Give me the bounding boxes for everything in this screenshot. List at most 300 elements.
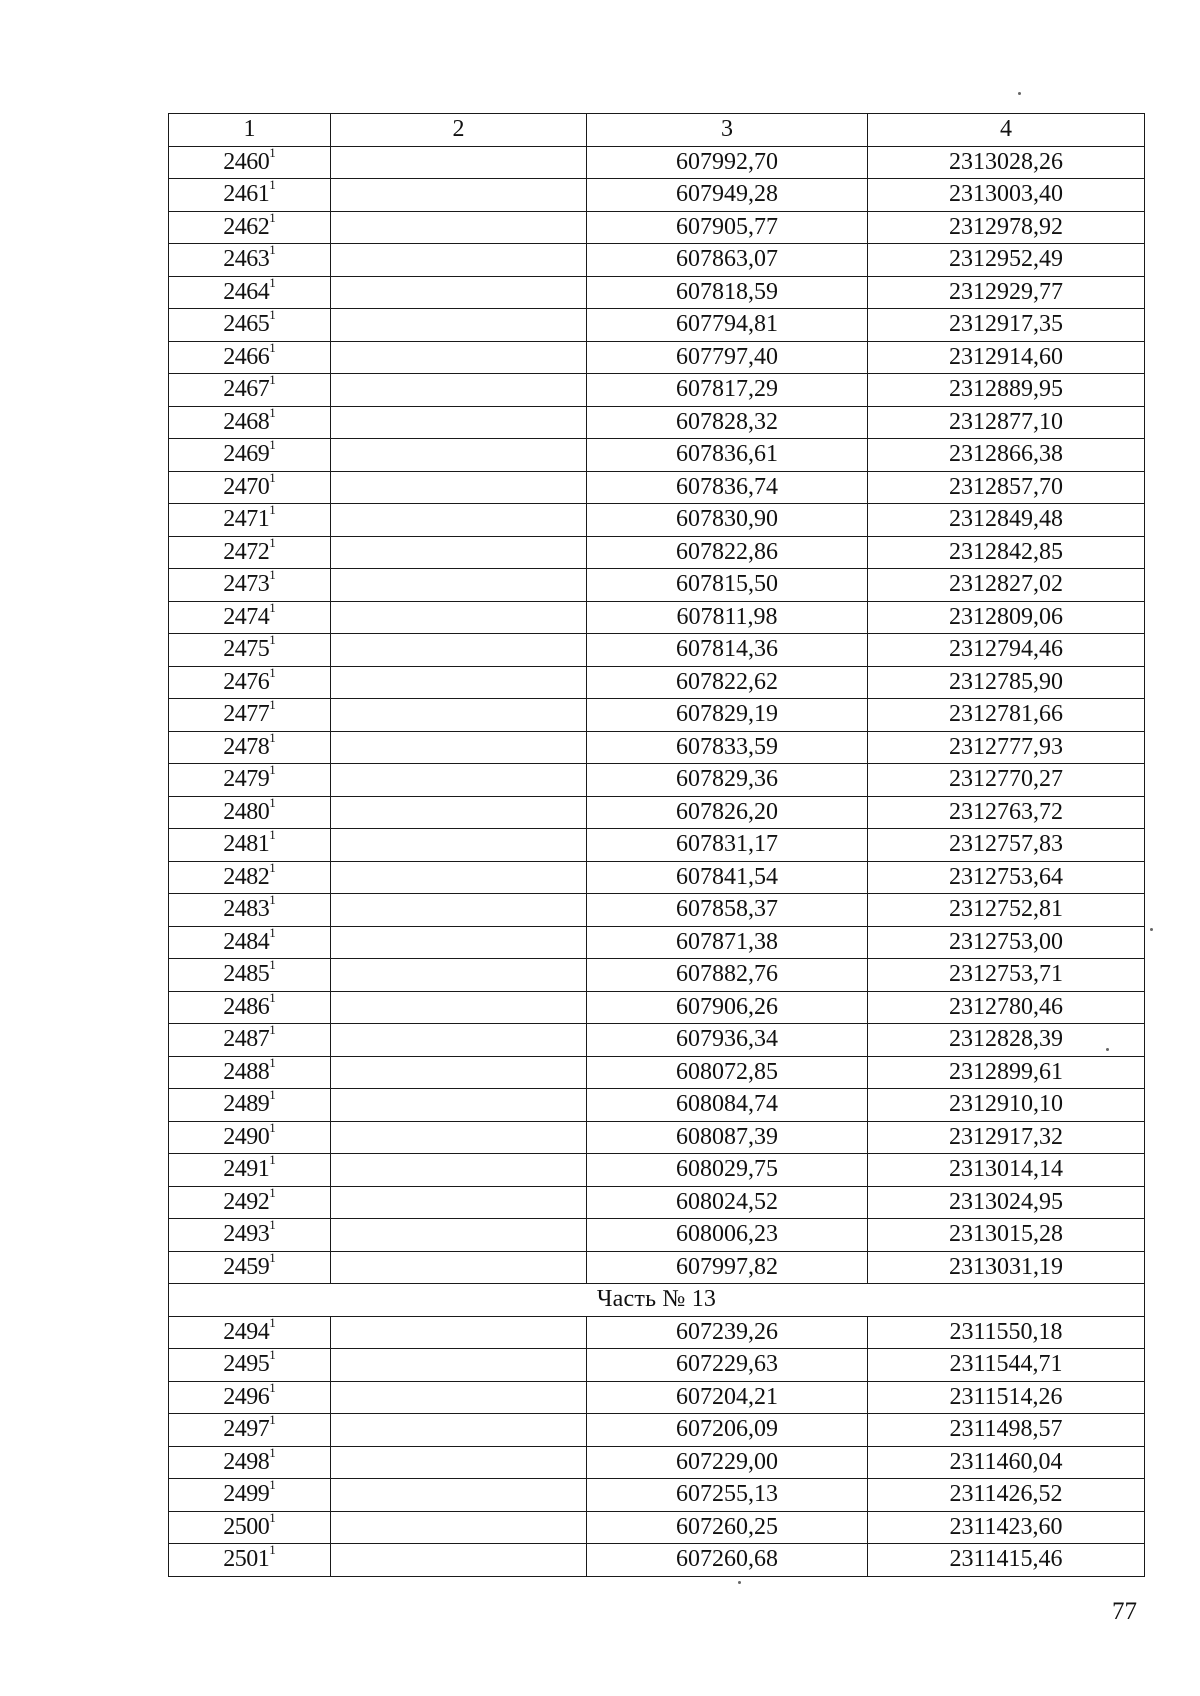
point-number: 2485 bbox=[223, 961, 270, 988]
y-coordinate-cell: 2312917,32 bbox=[868, 1121, 1145, 1154]
point-number: 2484 bbox=[223, 928, 270, 955]
col2-cell bbox=[331, 536, 587, 569]
col2-cell bbox=[331, 1349, 587, 1382]
point-number: 2469 bbox=[223, 441, 270, 468]
x-coordinate-cell: 607833,59 bbox=[587, 731, 868, 764]
x-coordinate-cell: 607229,63 bbox=[587, 1349, 868, 1382]
point-superscript: 1 bbox=[269, 763, 276, 778]
point-superscript: 1 bbox=[269, 1381, 276, 1395]
point-superscript: 1 bbox=[269, 1218, 276, 1233]
x-coordinate-cell: 607871,38 bbox=[587, 926, 868, 959]
col2-cell bbox=[331, 406, 587, 439]
y-coordinate-cell: 2311550,18 bbox=[868, 1316, 1145, 1349]
header-col-1: 1 bbox=[169, 114, 331, 147]
point-number: 2491 bbox=[223, 1156, 270, 1183]
point-number: 2479 bbox=[223, 766, 270, 793]
col2-cell bbox=[331, 1414, 587, 1447]
point-superscript: 1 bbox=[269, 926, 276, 940]
point-number-cell bbox=[169, 634, 331, 667]
x-coordinate-cell: 607828,32 bbox=[587, 406, 868, 439]
table-row bbox=[169, 796, 1145, 829]
point-superscript: 1 bbox=[269, 1446, 276, 1460]
table-row bbox=[169, 244, 1145, 277]
col2-cell bbox=[331, 276, 587, 309]
col2-cell bbox=[331, 1381, 587, 1414]
table-row bbox=[169, 1414, 1145, 1447]
point-number: 2490 bbox=[223, 1123, 270, 1150]
x-coordinate-cell: 607814,36 bbox=[587, 634, 868, 667]
col2-cell bbox=[331, 439, 587, 472]
table-header bbox=[169, 114, 1145, 147]
y-coordinate-cell: 2312770,27 bbox=[868, 764, 1145, 797]
y-coordinate-cell: 2313014,14 bbox=[868, 1154, 1145, 1187]
table-row bbox=[169, 634, 1145, 667]
point-superscript: 1 bbox=[269, 211, 276, 225]
point-superscript: 1 bbox=[269, 438, 276, 453]
col2-cell bbox=[331, 341, 587, 374]
x-coordinate-cell: 607817,29 bbox=[587, 374, 868, 407]
col2-cell bbox=[331, 829, 587, 862]
point-superscript: 1 bbox=[269, 1413, 276, 1428]
x-coordinate-cell: 607882,76 bbox=[587, 959, 868, 992]
point-superscript: 1 bbox=[269, 308, 276, 323]
point-number: 2499 bbox=[223, 1481, 270, 1508]
x-coordinate-cell: 608087,39 bbox=[587, 1121, 868, 1154]
y-coordinate-cell: 2312910,10 bbox=[868, 1089, 1145, 1122]
x-coordinate-cell: 607836,74 bbox=[587, 471, 868, 504]
table-row bbox=[169, 894, 1145, 927]
table-row bbox=[169, 699, 1145, 732]
point-number: 2475 bbox=[223, 636, 270, 663]
x-coordinate-cell: 607831,17 bbox=[587, 829, 868, 862]
point-superscript: 1 bbox=[269, 1056, 276, 1070]
y-coordinate-cell: 2313003,40 bbox=[868, 179, 1145, 212]
y-coordinate-cell: 2311544,71 bbox=[868, 1349, 1145, 1382]
col2-cell bbox=[331, 1219, 587, 1252]
y-coordinate-cell: 2311415,46 bbox=[868, 1544, 1145, 1577]
y-coordinate-cell: 2312757,83 bbox=[868, 829, 1145, 862]
col2-cell bbox=[331, 179, 587, 212]
point-number-cell bbox=[169, 1251, 331, 1284]
y-coordinate-cell: 2312849,48 bbox=[868, 504, 1145, 537]
table-row bbox=[169, 1219, 1145, 1252]
point-number-cell bbox=[169, 861, 331, 894]
point-number-cell bbox=[169, 926, 331, 959]
point-superscript: 1 bbox=[269, 373, 276, 388]
x-coordinate-cell: 607841,54 bbox=[587, 861, 868, 894]
point-superscript: 1 bbox=[269, 1121, 276, 1135]
x-coordinate-cell: 607818,59 bbox=[587, 276, 868, 309]
point-number-cell bbox=[169, 959, 331, 992]
point-number-cell bbox=[169, 1121, 331, 1154]
point-superscript: 1 bbox=[269, 471, 276, 485]
table-row bbox=[169, 926, 1145, 959]
point-number-cell bbox=[169, 1316, 331, 1349]
x-coordinate-cell: 607204,21 bbox=[587, 1381, 868, 1414]
point-number: 2468 bbox=[223, 408, 270, 435]
point-superscript: 1 bbox=[269, 1023, 276, 1038]
point-number-cell bbox=[169, 1349, 331, 1382]
y-coordinate-cell: 2313024,95 bbox=[868, 1186, 1145, 1219]
point-number: 2477 bbox=[223, 701, 270, 728]
x-coordinate-cell: 607905,77 bbox=[587, 211, 868, 244]
table-row bbox=[169, 146, 1145, 179]
point-number: 2459 bbox=[223, 1253, 270, 1280]
scan-speck bbox=[1106, 1048, 1109, 1051]
header-col-2: 2 bbox=[331, 114, 587, 147]
section-divider bbox=[169, 1284, 1145, 1317]
x-coordinate-cell: 607829,19 bbox=[587, 699, 868, 732]
table-row bbox=[169, 1056, 1145, 1089]
col2-cell bbox=[331, 309, 587, 342]
point-superscript: 1 bbox=[269, 406, 276, 420]
col2-cell bbox=[331, 1154, 587, 1187]
y-coordinate-cell: 2312978,92 bbox=[868, 211, 1145, 244]
y-coordinate-cell: 2312752,81 bbox=[868, 894, 1145, 927]
y-coordinate-cell: 2312866,38 bbox=[868, 439, 1145, 472]
point-number: 2488 bbox=[223, 1058, 270, 1085]
point-number-cell bbox=[169, 569, 331, 602]
point-number-cell bbox=[169, 244, 331, 277]
point-number: 2501 bbox=[223, 1546, 270, 1573]
point-number-cell bbox=[169, 1479, 331, 1512]
y-coordinate-cell: 2312914,60 bbox=[868, 341, 1145, 374]
y-coordinate-cell: 2312842,85 bbox=[868, 536, 1145, 569]
x-coordinate-cell: 608006,23 bbox=[587, 1219, 868, 1252]
table-row bbox=[169, 829, 1145, 862]
col2-cell bbox=[331, 471, 587, 504]
y-coordinate-cell: 2312753,71 bbox=[868, 959, 1145, 992]
point-number: 2500 bbox=[223, 1513, 270, 1540]
point-superscript: 1 bbox=[269, 536, 276, 550]
table-row bbox=[169, 374, 1145, 407]
table-row bbox=[169, 1479, 1145, 1512]
point-number: 2472 bbox=[223, 538, 270, 565]
point-number: 2483 bbox=[223, 896, 270, 923]
table-row bbox=[169, 1154, 1145, 1187]
point-number-cell bbox=[169, 1056, 331, 1089]
col2-cell bbox=[331, 211, 587, 244]
table-row bbox=[169, 1511, 1145, 1544]
y-coordinate-cell: 2312780,46 bbox=[868, 991, 1145, 1024]
table-row bbox=[169, 1446, 1145, 1479]
scan-speck bbox=[1018, 92, 1021, 95]
col2-cell bbox=[331, 1251, 587, 1284]
col2-cell bbox=[331, 699, 587, 732]
point-number: 2473 bbox=[223, 571, 270, 598]
point-number-cell bbox=[169, 1414, 331, 1447]
x-coordinate-cell: 607229,00 bbox=[587, 1446, 868, 1479]
table-row bbox=[169, 211, 1145, 244]
table-body-part-b bbox=[169, 1316, 1145, 1576]
point-number-cell bbox=[169, 894, 331, 927]
table-row bbox=[169, 309, 1145, 342]
x-coordinate-cell: 607830,90 bbox=[587, 504, 868, 537]
point-number-cell bbox=[169, 796, 331, 829]
y-coordinate-cell: 2312899,61 bbox=[868, 1056, 1145, 1089]
scan-speck bbox=[738, 1581, 741, 1584]
point-number: 2467 bbox=[223, 376, 270, 403]
point-superscript: 1 bbox=[269, 178, 276, 193]
col2-cell bbox=[331, 1024, 587, 1057]
table-row bbox=[169, 1316, 1145, 1349]
col2-cell bbox=[331, 1186, 587, 1219]
table-row bbox=[169, 731, 1145, 764]
table-row bbox=[169, 1381, 1145, 1414]
point-number: 2463 bbox=[223, 246, 270, 273]
table-row bbox=[169, 1089, 1145, 1122]
table-row bbox=[169, 1349, 1145, 1382]
table-row bbox=[169, 504, 1145, 537]
y-coordinate-cell: 2312828,39 bbox=[868, 1024, 1145, 1057]
point-number: 2466 bbox=[223, 343, 270, 370]
point-superscript: 1 bbox=[269, 1478, 276, 1493]
col2-cell bbox=[331, 1089, 587, 1122]
col2-cell bbox=[331, 634, 587, 667]
point-number-cell bbox=[169, 309, 331, 342]
col2-cell bbox=[331, 926, 587, 959]
point-superscript: 1 bbox=[269, 1186, 276, 1200]
y-coordinate-cell: 2311498,57 bbox=[868, 1414, 1145, 1447]
table-row bbox=[169, 341, 1145, 374]
x-coordinate-cell: 607997,82 bbox=[587, 1251, 868, 1284]
section-row bbox=[169, 1284, 1145, 1317]
y-coordinate-cell: 2312917,35 bbox=[868, 309, 1145, 342]
point-number-cell bbox=[169, 991, 331, 1024]
table-row bbox=[169, 439, 1145, 472]
y-coordinate-cell: 2312781,66 bbox=[868, 699, 1145, 732]
point-number: 2461 bbox=[223, 181, 270, 208]
point-number-cell bbox=[169, 439, 331, 472]
point-number-cell bbox=[169, 1446, 331, 1479]
table-row bbox=[169, 1186, 1145, 1219]
point-superscript: 1 bbox=[269, 1251, 276, 1265]
point-number-cell bbox=[169, 1089, 331, 1122]
y-coordinate-cell: 2311423,60 bbox=[868, 1511, 1145, 1544]
table-row bbox=[169, 536, 1145, 569]
col2-cell bbox=[331, 1446, 587, 1479]
y-coordinate-cell: 2312777,93 bbox=[868, 731, 1145, 764]
y-coordinate-cell: 2312785,90 bbox=[868, 666, 1145, 699]
point-number-cell bbox=[169, 211, 331, 244]
col2-cell bbox=[331, 894, 587, 927]
point-number: 2487 bbox=[223, 1026, 270, 1053]
point-number-cell bbox=[169, 1544, 331, 1577]
point-number: 2496 bbox=[223, 1383, 270, 1410]
point-superscript: 1 bbox=[269, 1316, 276, 1330]
table-row bbox=[169, 764, 1145, 797]
col2-cell bbox=[331, 1479, 587, 1512]
x-coordinate-cell: 607206,09 bbox=[587, 1414, 868, 1447]
x-coordinate-cell: 607797,40 bbox=[587, 341, 868, 374]
x-coordinate-cell: 607815,50 bbox=[587, 569, 868, 602]
point-superscript: 1 bbox=[269, 1511, 276, 1525]
x-coordinate-cell: 607936,34 bbox=[587, 1024, 868, 1057]
col2-cell bbox=[331, 1121, 587, 1154]
col2-cell bbox=[331, 959, 587, 992]
y-coordinate-cell: 2311460,04 bbox=[868, 1446, 1145, 1479]
x-coordinate-cell: 607260,68 bbox=[587, 1544, 868, 1577]
point-superscript: 1 bbox=[269, 958, 276, 973]
page-number: 77 bbox=[1112, 1598, 1137, 1625]
point-number-cell bbox=[169, 764, 331, 797]
x-coordinate-cell: 607239,26 bbox=[587, 1316, 868, 1349]
point-superscript: 1 bbox=[269, 1543, 276, 1558]
x-coordinate-cell: 608072,85 bbox=[587, 1056, 868, 1089]
x-coordinate-cell: 607794,81 bbox=[587, 309, 868, 342]
point-number-cell bbox=[169, 406, 331, 439]
section-title: Часть № 13 bbox=[169, 1284, 1145, 1317]
point-number-cell bbox=[169, 146, 331, 179]
x-coordinate-cell: 607829,36 bbox=[587, 764, 868, 797]
point-number-cell bbox=[169, 471, 331, 504]
table-row bbox=[169, 276, 1145, 309]
point-superscript: 1 bbox=[269, 1088, 276, 1103]
col2-cell bbox=[331, 731, 587, 764]
point-number: 2486 bbox=[223, 993, 270, 1020]
point-number-cell bbox=[169, 1381, 331, 1414]
x-coordinate-cell: 607836,61 bbox=[587, 439, 868, 472]
x-coordinate-cell: 608084,74 bbox=[587, 1089, 868, 1122]
point-number: 2492 bbox=[223, 1188, 270, 1215]
y-coordinate-cell: 2312809,06 bbox=[868, 601, 1145, 634]
point-number-cell bbox=[169, 1511, 331, 1544]
point-superscript: 1 bbox=[269, 1348, 276, 1363]
table-row bbox=[169, 569, 1145, 602]
table-row bbox=[169, 861, 1145, 894]
point-superscript: 1 bbox=[269, 698, 276, 713]
point-superscript: 1 bbox=[269, 568, 276, 583]
table-row bbox=[169, 601, 1145, 634]
point-number: 2482 bbox=[223, 863, 270, 890]
x-coordinate-cell: 607863,07 bbox=[587, 244, 868, 277]
col2-cell bbox=[331, 1316, 587, 1349]
point-number: 2474 bbox=[223, 603, 270, 630]
point-number-cell bbox=[169, 1154, 331, 1187]
point-number: 2495 bbox=[223, 1351, 270, 1378]
y-coordinate-cell: 2313031,19 bbox=[868, 1251, 1145, 1284]
point-superscript: 1 bbox=[269, 633, 276, 648]
x-coordinate-cell: 607858,37 bbox=[587, 894, 868, 927]
col2-cell bbox=[331, 1511, 587, 1544]
col2-cell bbox=[331, 569, 587, 602]
point-superscript: 1 bbox=[269, 601, 276, 615]
col2-cell bbox=[331, 601, 587, 634]
point-number: 2489 bbox=[223, 1091, 270, 1118]
point-number: 2464 bbox=[223, 278, 270, 305]
scan-speck bbox=[1150, 928, 1153, 931]
y-coordinate-cell: 2312794,46 bbox=[868, 634, 1145, 667]
x-coordinate-cell: 607906,26 bbox=[587, 991, 868, 1024]
point-superscript: 1 bbox=[269, 861, 276, 875]
x-coordinate-cell: 607992,70 bbox=[587, 146, 868, 179]
col2-cell bbox=[331, 861, 587, 894]
table-row bbox=[169, 471, 1145, 504]
point-number: 2497 bbox=[223, 1416, 270, 1443]
point-number: 2476 bbox=[223, 668, 270, 695]
point-number: 2498 bbox=[223, 1448, 270, 1475]
table-row bbox=[169, 179, 1145, 212]
table-row bbox=[169, 991, 1145, 1024]
point-superscript: 1 bbox=[269, 731, 276, 745]
point-superscript: 1 bbox=[269, 341, 276, 355]
point-number: 2471 bbox=[223, 506, 270, 533]
point-number: 2470 bbox=[223, 473, 270, 500]
y-coordinate-cell: 2312763,72 bbox=[868, 796, 1145, 829]
y-coordinate-cell: 2312929,77 bbox=[868, 276, 1145, 309]
point-superscript: 1 bbox=[269, 146, 276, 160]
col2-cell bbox=[331, 666, 587, 699]
table-row bbox=[169, 666, 1145, 699]
point-number-cell bbox=[169, 276, 331, 309]
point-number-cell bbox=[169, 536, 331, 569]
point-number-cell bbox=[169, 504, 331, 537]
point-number-cell bbox=[169, 829, 331, 862]
point-superscript: 1 bbox=[269, 243, 276, 258]
point-number: 2480 bbox=[223, 798, 270, 825]
col2-cell bbox=[331, 504, 587, 537]
table-row bbox=[169, 1544, 1145, 1577]
y-coordinate-cell: 2312827,02 bbox=[868, 569, 1145, 602]
x-coordinate-cell: 608024,52 bbox=[587, 1186, 868, 1219]
col2-cell bbox=[331, 374, 587, 407]
col2-cell bbox=[331, 1056, 587, 1089]
y-coordinate-cell: 2311514,26 bbox=[868, 1381, 1145, 1414]
x-coordinate-cell: 607260,25 bbox=[587, 1511, 868, 1544]
point-number-cell bbox=[169, 731, 331, 764]
point-number: 2481 bbox=[223, 831, 270, 858]
point-superscript: 1 bbox=[269, 666, 276, 680]
col2-cell bbox=[331, 991, 587, 1024]
point-number-cell bbox=[169, 341, 331, 374]
x-coordinate-cell: 607255,13 bbox=[587, 1479, 868, 1512]
point-number: 2493 bbox=[223, 1221, 270, 1248]
col2-cell bbox=[331, 796, 587, 829]
point-number-cell bbox=[169, 601, 331, 634]
x-coordinate-cell: 607826,20 bbox=[587, 796, 868, 829]
y-coordinate-cell: 2312857,70 bbox=[868, 471, 1145, 504]
point-number-cell bbox=[169, 666, 331, 699]
point-number: 2465 bbox=[223, 311, 270, 338]
point-number: 2460 bbox=[223, 148, 270, 175]
table-row bbox=[169, 1024, 1145, 1057]
point-number: 2462 bbox=[223, 213, 270, 240]
table-row bbox=[169, 959, 1145, 992]
point-number-cell bbox=[169, 1186, 331, 1219]
y-coordinate-cell: 2312753,64 bbox=[868, 861, 1145, 894]
point-superscript: 1 bbox=[269, 796, 276, 810]
coordinates-table bbox=[168, 113, 1145, 1577]
x-coordinate-cell: 607949,28 bbox=[587, 179, 868, 212]
y-coordinate-cell: 2311426,52 bbox=[868, 1479, 1145, 1512]
table-body-part-a bbox=[169, 146, 1145, 1284]
header-row bbox=[169, 114, 1145, 147]
table-row bbox=[169, 406, 1145, 439]
y-coordinate-cell: 2312952,49 bbox=[868, 244, 1145, 277]
point-superscript: 1 bbox=[269, 503, 276, 518]
point-number-cell bbox=[169, 699, 331, 732]
point-number: 2494 bbox=[223, 1318, 270, 1345]
point-number: 2478 bbox=[223, 733, 270, 760]
y-coordinate-cell: 2312889,95 bbox=[868, 374, 1145, 407]
y-coordinate-cell: 2313015,28 bbox=[868, 1219, 1145, 1252]
point-number-cell bbox=[169, 1219, 331, 1252]
col2-cell bbox=[331, 146, 587, 179]
point-superscript: 1 bbox=[269, 893, 276, 908]
point-number-cell bbox=[169, 1024, 331, 1057]
y-coordinate-cell: 2312753,00 bbox=[868, 926, 1145, 959]
col2-cell bbox=[331, 1544, 587, 1577]
